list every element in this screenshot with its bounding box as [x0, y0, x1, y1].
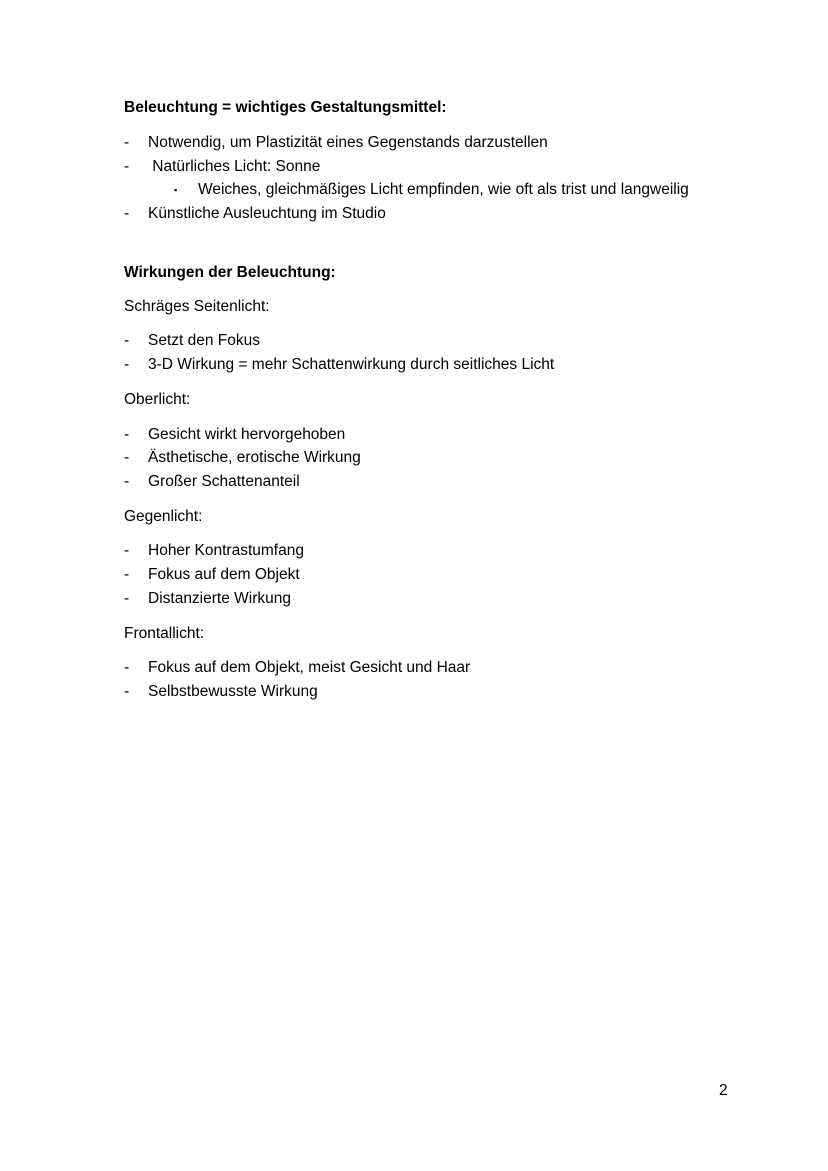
- list-item-text: 3-D Wirkung = mehr Schattenwirkung durch seitliches Licht: [148, 356, 555, 373]
- list-item-text: Fokus auf dem Objekt: [148, 566, 300, 583]
- group-label: Gegenlicht:: [124, 508, 203, 525]
- dash-bullet: -: [124, 426, 130, 443]
- list-item-text: Künstliche Ausleuchtung im Studio: [148, 205, 386, 222]
- section-heading-beleuchtung: Beleuchtung = wichtiges Gestaltungsmittel:: [124, 99, 447, 116]
- list-item-text: Fokus auf dem Objekt, meist Gesicht und Haar: [148, 659, 471, 676]
- square-bullet-icon: ▪: [174, 185, 178, 195]
- list-item-text: Gesicht wirkt hervorgehoben: [148, 426, 346, 443]
- dash-bullet: -: [124, 542, 130, 559]
- dash-bullet: -: [124, 205, 130, 222]
- dash-bullet: -: [124, 566, 130, 583]
- list-item-text: Natürliches Licht: Sonne: [148, 158, 321, 175]
- list-item-text: Selbstbewusste Wirkung: [148, 683, 318, 700]
- page-number: 2: [719, 1082, 728, 1099]
- dash-bullet: -: [124, 158, 130, 175]
- sub-list-item-text: Weiches, gleichmäßiges Licht empfinden, wie oft als trist und langweilig: [198, 181, 689, 198]
- dash-bullet: -: [124, 473, 130, 490]
- dash-bullet: -: [124, 449, 130, 466]
- group-label: Schräges Seitenlicht:: [124, 298, 270, 315]
- dash-bullet: -: [124, 683, 130, 700]
- list-item-text: Hoher Kontrastumfang: [148, 542, 304, 559]
- list-item-text: Distanzierte Wirkung: [148, 590, 291, 607]
- dash-bullet: -: [124, 356, 130, 373]
- dash-bullet: -: [124, 134, 130, 151]
- dash-bullet: -: [124, 659, 130, 676]
- list-item-text: Großer Schattenanteil: [148, 473, 300, 490]
- dash-bullet: -: [124, 590, 130, 607]
- list-item-text: Setzt den Fokus: [148, 332, 261, 349]
- section-heading-wirkungen: Wirkungen der Beleuchtung:: [124, 264, 336, 281]
- group-label: Frontallicht:: [124, 625, 205, 642]
- dash-bullet: -: [124, 332, 130, 349]
- list-item-text: Notwendig, um Plastizität eines Gegenstands darzustellen: [148, 134, 548, 151]
- list-item-text: Ästhetische, erotische Wirkung: [148, 449, 361, 466]
- group-label: Oberlicht:: [124, 391, 191, 408]
